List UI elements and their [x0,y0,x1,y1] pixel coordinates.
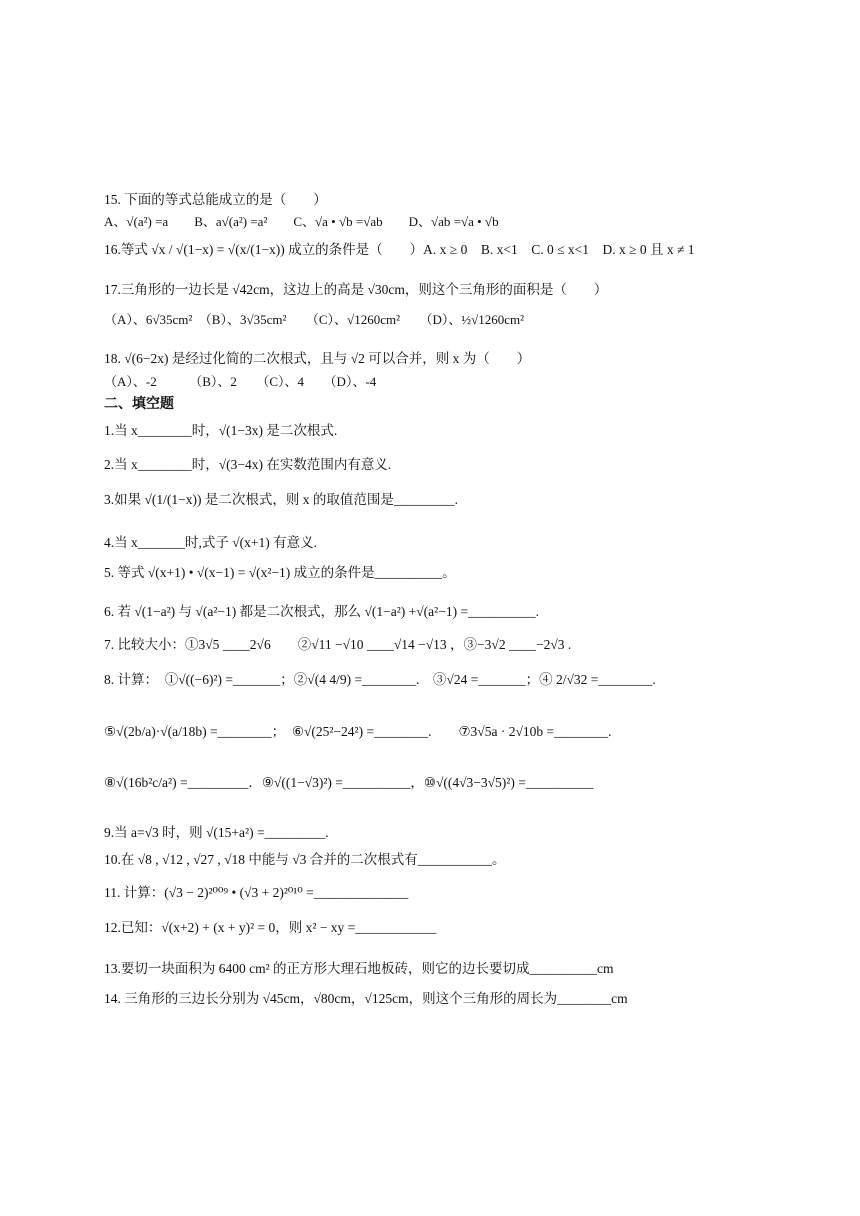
fill-question-11: 11. 计算：(√3 − 2)²⁰⁰⁹ • (√3 + 2)²⁰¹⁰ =______________ [104,885,409,900]
fill-question-1: 1.当 x________时，√(1−3x) 是二次根式. [104,423,338,438]
fill-question-8-row-3: ⑧√(16b²c/a²) =_________．⑨√((1−√3)²) =__________，⑩√((4√3−3√5)²) =__________ [104,775,594,790]
fill-question-8-row-1: 8. 计算： ①√((−6)²) =_______；②√(4 4/9) =________. ③√24 =_______；④ 2/√32 =________. [104,672,656,687]
question-17: 17.三角形的一边长是 √42cm，这边上的高是 √30cm，则这个三角形的面积是（ ） [104,282,608,297]
fill-question-14: 14. 三角形的三边长分别为 √45cm，√80cm，√125cm，则这个三角形的周长为________cm [104,991,628,1006]
question-15-options: A、√(a²) =a B、a√(a²) =a² C、√a • √b =√ab D、√ab =√a • √b [104,214,499,229]
fill-question-9: 9.当 a=√3 时，则 √(15+a²) =_________. [104,825,329,840]
fill-question-4: 4.当 x_______时,式子 √(x+1) 有意义. [104,535,318,550]
question-16: 16.等式 √x / √(1−x) = √(x/(1−x)) 成立的条件是（ ）A. x ≥ 0 B. x<1 C. 0 ≤ x<1 D. x ≥ 0 且 x ≠ 1 [104,242,695,257]
fill-question-7: 7. 比较大小：①3√5 ____2√6 ②√11 −√10 ____√14 −√13 ，③−3√2 ____−2√3 . [104,637,572,652]
fill-question-5: 5. 等式 √(x+1) • √(x−1) = √(x²−1) 成立的条件是__________。 [104,565,456,580]
fill-question-13: 13.要切一块面积为 6400 cm² 的正方形大理石地板砖，则它的边长要切成__________cm [104,961,614,976]
question-15: 15. 下面的等式总能成立的是（ ） [104,192,327,207]
section-heading-fill-in: 二、填空题 [104,397,174,412]
fill-question-8-row-2: ⑤√(2b/a)·√(a/18b) =________； ⑥√(25²−24²) =________. ⑦3√5a · 2√10b =________. [104,724,612,739]
question-18-options: （A）、-2 （B）、2 （C）、4 （D）、-4 [104,374,377,389]
question-17-options: （A）、6√35cm² （B）、3√35cm² （C）、√1260cm² （D）、½√1260cm² [104,312,525,327]
fill-question-3: 3.如果 √(1/(1−x)) 是二次根式，则 x 的取值范围是_________. [104,492,459,507]
question-18: 18. √(6−2x) 是经过化简的二次根式，且与 √2 可以合并，则 x 为（ ） [104,351,531,366]
fill-question-10: 10.在 √8 , √12 , √27 , √18 中能与 √3 合并的二次根式有___________。 [104,852,506,867]
fill-question-6: 6. 若 √(1−a²) 与 √(a²−1) 都是二次根式，那么 √(1−a²) +√(a²−1) =__________. [104,604,539,619]
fill-question-12: 12.已知：√(x+2) + (x + y)² = 0，则 x² − xy =____________ [104,920,437,935]
fill-question-2: 2.当 x________时，√(3−4x) 在实数范围内有意义. [104,457,392,472]
